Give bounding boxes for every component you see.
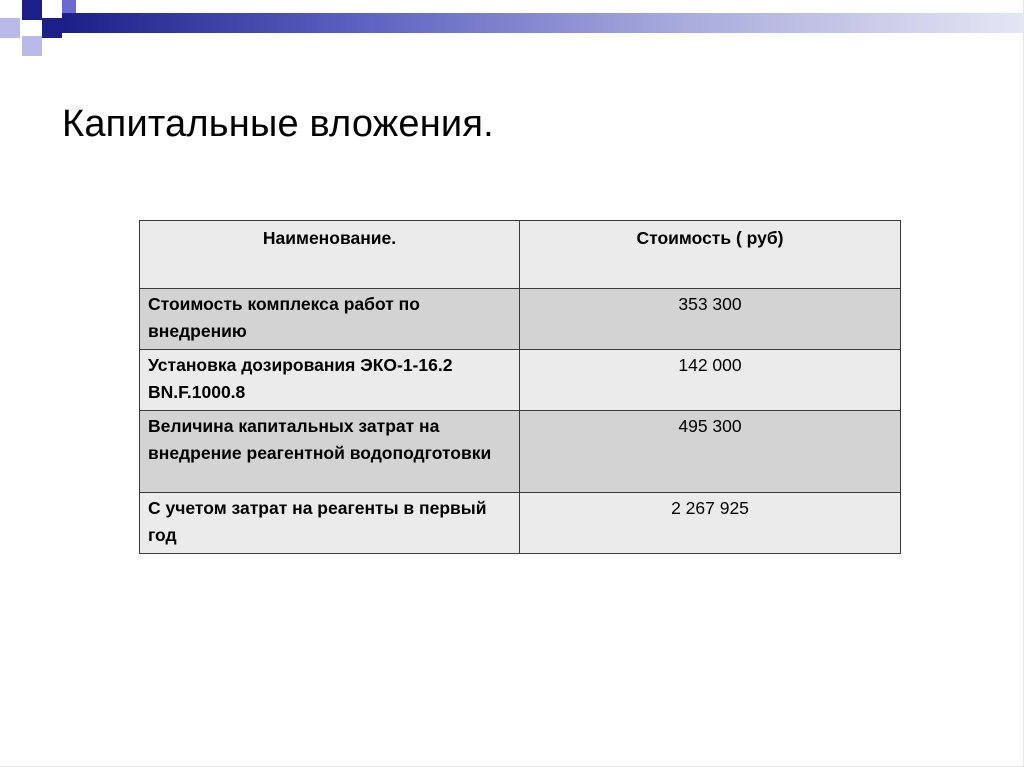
slide-title: Капитальные вложения. [62,103,494,145]
row-name-cell: С учетом затрат на реагенты в первый год [140,493,520,554]
row-name-cell: Установка дозирования ЭКО-1-16.2 BN.F.1000.8 [140,350,520,411]
table-row [140,350,901,411]
row-cost-cell: 353 300 [520,289,901,350]
corner-square-decoration [22,36,42,56]
row-cost-cell: 142 000 [520,350,901,411]
corner-square-decoration [0,18,20,38]
row-cost-cell: 495 300 [520,411,901,493]
row-name-cell: Величина капитальных затрат на внедрение реагентной водоподготовки [140,411,520,493]
table-header-row [140,221,901,289]
table-row [140,411,901,493]
table-row [140,289,901,350]
capital-investments-table [139,220,901,554]
row-name-cell: Стоимость комплекса работ по внедрению [140,289,520,350]
corner-square-decoration [42,18,62,38]
column-header-cost: Стоимость ( руб) [520,221,901,289]
corner-square-decoration [62,0,76,13]
header-gradient-bar [62,13,1024,33]
table-row [140,493,901,554]
column-header-name: Наименование. [140,221,520,289]
corner-square-decoration [22,0,42,20]
row-cost-cell: 2 267 925 [520,493,901,554]
